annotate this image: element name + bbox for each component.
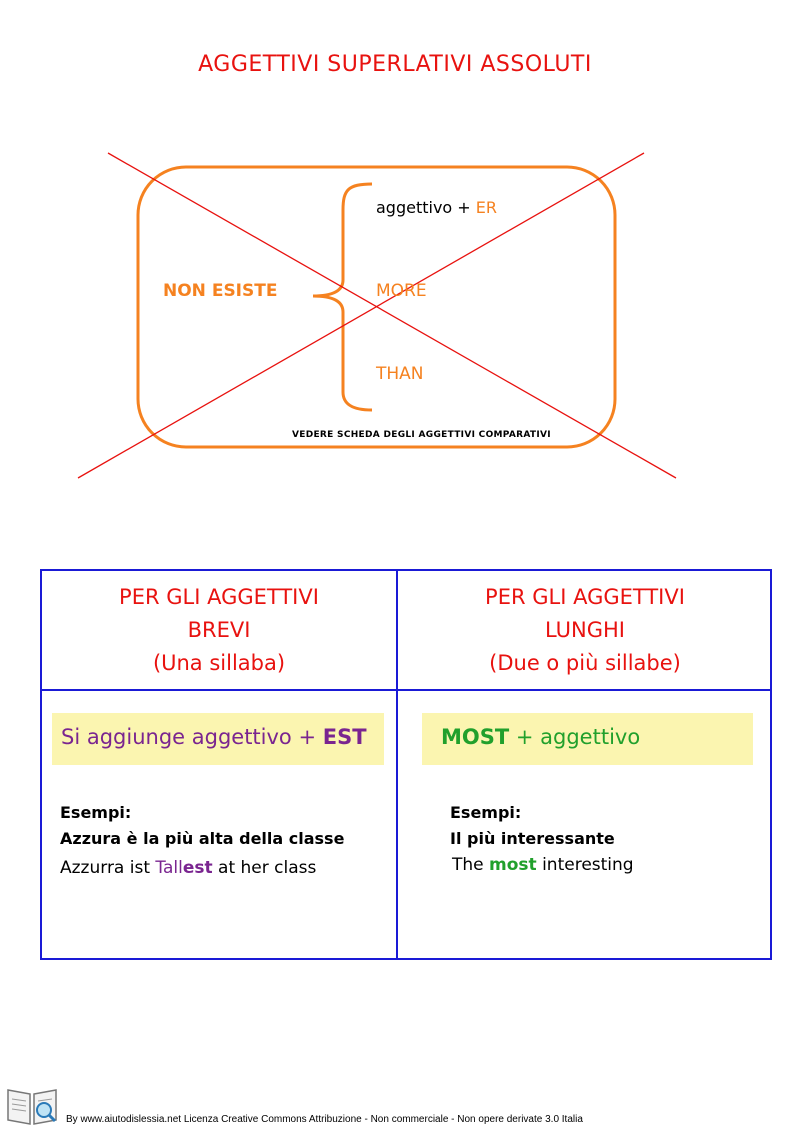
header-line: BREVI (187, 618, 251, 642)
short-example-italian: Azzura è la più alta della classe (60, 829, 345, 848)
table-divider-horizontal (42, 689, 770, 691)
curly-brace (313, 184, 372, 410)
rule-most: MOST (441, 725, 510, 749)
long-example-italian: Il più interessante (450, 829, 615, 848)
header-line: (Una sillaba) (152, 651, 286, 675)
rule-prefix: Si aggiunge aggettivo + (61, 725, 323, 749)
long-examples-label: Esempi: (450, 803, 522, 822)
license-footer: By www.aiutodislessia.net Licenza Creative Commons Attribuzione - Non commerciale - Non opere derivate 3.0 Italia (66, 1114, 583, 1125)
header-line: (Due o più sillabe) (489, 651, 681, 675)
book-magnifier-logo-icon (4, 1084, 60, 1128)
rule-est: EST (322, 725, 367, 749)
crossed-out-box (0, 0, 812, 520)
comparative-more-row: MORE (376, 281, 427, 301)
see-comparatives-note: VEDERE SCHEDA DEGLI AGGETTIVI COMPARATIVI (292, 430, 551, 440)
header-line: LUNGHI (545, 618, 625, 642)
header-line: PER GLI AGGETTIVI (485, 585, 685, 609)
comparative-er-row (376, 198, 497, 217)
er-prefix: aggettivo + (376, 198, 476, 217)
long-adjectives-header (398, 581, 772, 680)
superlatives-table (40, 569, 772, 960)
example-text: interesting (536, 855, 634, 875)
example-est: est (182, 858, 213, 878)
example-tall: Tall (155, 858, 183, 878)
short-adjectives-header (42, 581, 396, 680)
example-text: The (452, 855, 490, 875)
example-text: Azzurra ist (60, 858, 156, 878)
long-rule-highlight (422, 713, 753, 765)
page-title: AGGETTIVI SUPERLATIVI ASSOLUTI (198, 52, 592, 77)
example-text: at her class (212, 858, 317, 878)
non-esiste-label: NON ESISTE (163, 281, 278, 301)
comparative-than-row: THAN (376, 364, 424, 384)
er-suffix: ER (475, 198, 498, 217)
example-most: most (489, 855, 537, 875)
header-line: PER GLI AGGETTIVI (119, 585, 319, 609)
short-example-english (60, 858, 316, 878)
rule-suffix: + aggettivo (509, 725, 641, 749)
long-example-english (452, 855, 634, 875)
short-rule-highlight (52, 713, 384, 765)
short-examples-label: Esempi: (60, 803, 132, 822)
